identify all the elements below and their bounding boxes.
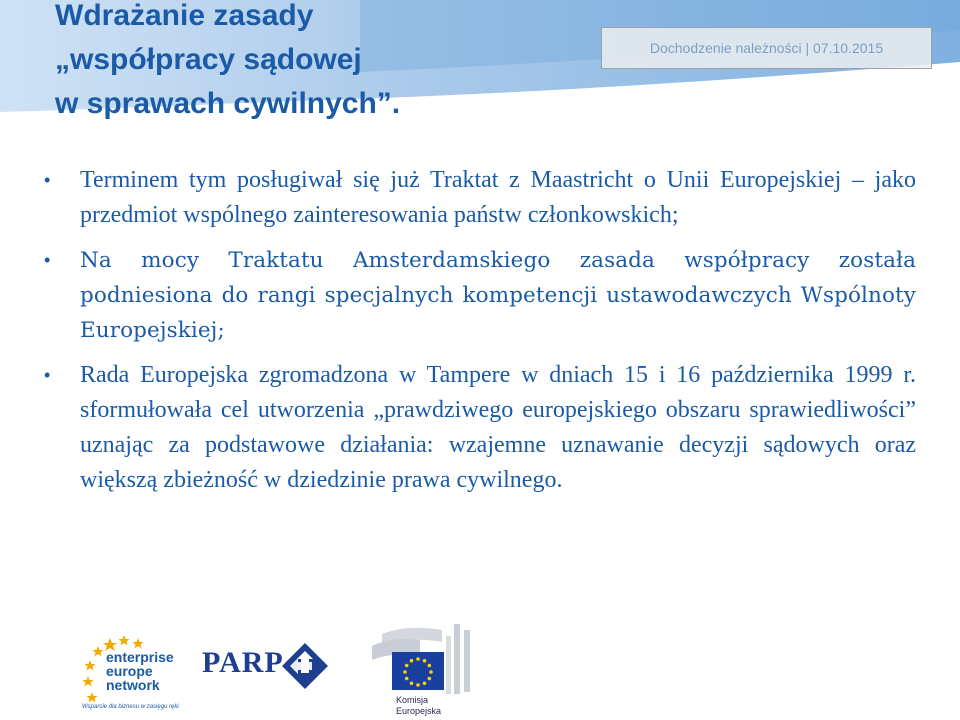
date-box [601,27,932,69]
title-line-1: Wdrażanie zasady [55,0,314,32]
ec-text [396,695,441,717]
bullet-list [44,163,916,508]
date-box-text: Dochodzenie należności | 07.10.2015 [649,40,884,56]
ec-line-1: Komisja [396,695,429,705]
slide-header [0,0,960,120]
bullet-item-2 [44,243,916,348]
logo-bar [0,610,960,720]
een-line-3: network [106,677,160,693]
parp-arrows-icon [282,643,328,689]
bullet-text-3: Rada Europejska zgromadzona w Tampere w dniach 15 i 16 października 1999 r. sformułowała cel utworzenia „prawdziwego europejskiego obszaru sprawiedliwości” uznając za podstawowe działania: wzajemne uznawanie decyzji sądowych oraz większą zbieżność w dziedzinie prawa cywilnego. [80,362,916,493]
een-line-1: enterprise [106,649,174,665]
een-line-2: europe [106,663,153,679]
bullet-text-1: Terminem tym posługiwał się już Traktat z Maastricht o Unii Europejskiej – jako przedmiot wspólnego zainteresowania państw członkowskich; [80,167,916,228]
bullet-icon: • [44,250,51,270]
bullet-icon: • [44,365,51,385]
bullet-icon: • [44,170,51,190]
ec-line-2: Europejska [396,706,442,716]
een-text [106,650,174,692]
parp-logo-text: PARP [202,646,284,679]
bullet-item-3 [44,358,916,498]
bullet-text-2: Na mocy Traktatu Amsterdamskiego zasada współpracy została podniesiona do rangi specjalnych kompetencji ustawodawczych Wspólnoty Europejskiej; [80,248,916,343]
title-line-2: „współpracy sądowej [55,43,362,76]
title-line-3: w sprawach cywilnych”. [55,87,401,120]
slide-title [55,0,475,120]
bullet-item-1 [44,163,916,233]
een-tagline: Wsparcie dla biznesu w zasięgu ręki [82,704,179,710]
